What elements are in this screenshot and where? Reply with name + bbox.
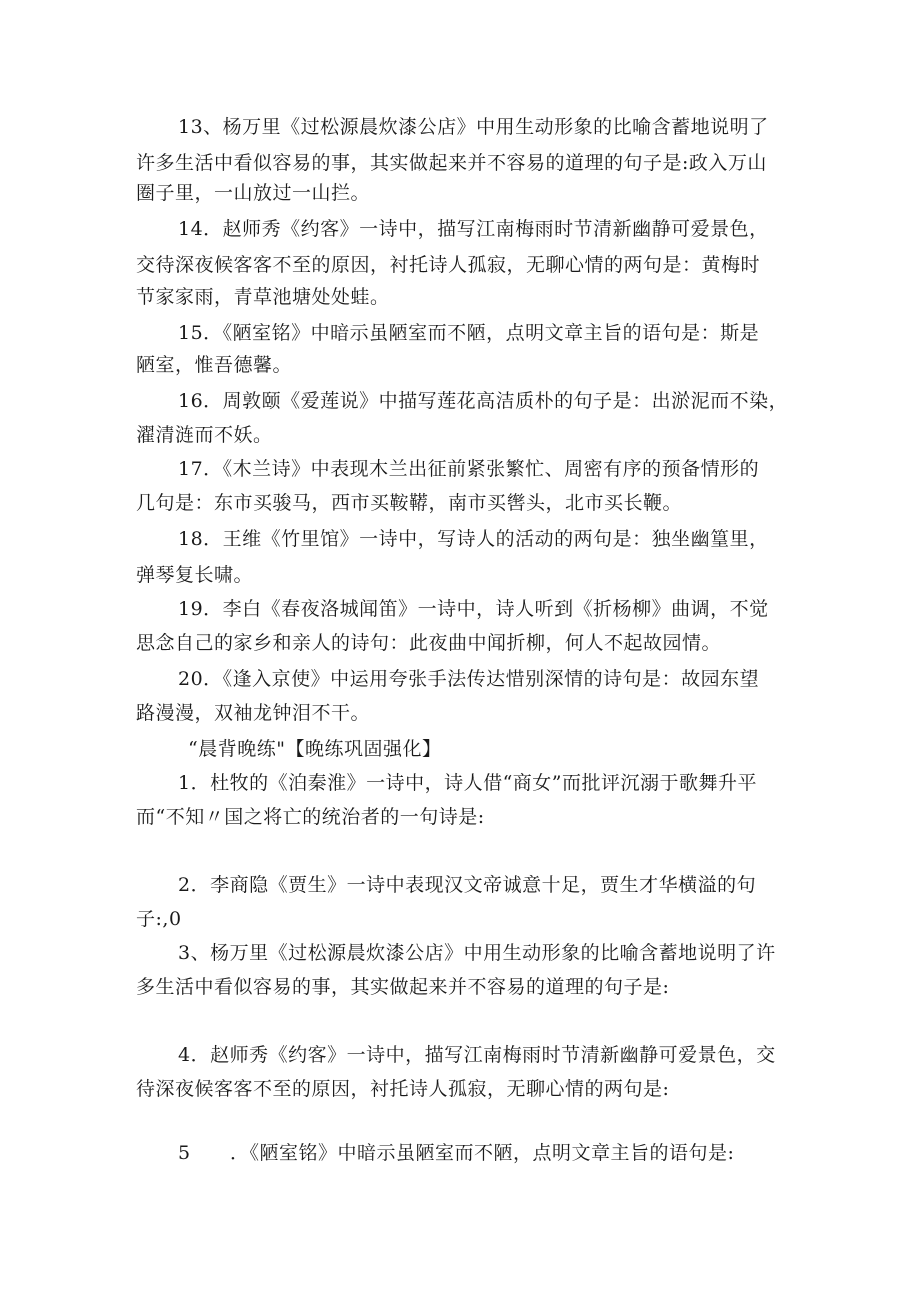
exercise-4-line-2: 待深夜候客客不至的原因，衬托诗人孤寂，无聊心情的两句是: [136, 1078, 670, 1100]
exercise-1-line-1: 1．杜牧的《泊秦淮》一诗中，诗人借“商女”而批评沉溺于歌舞升平 [178, 772, 758, 794]
item-15-line-2: 陋室，惟吾德馨。 [136, 354, 293, 376]
item-13-line-3: 圈子里，一山放过一山拦。 [136, 182, 371, 204]
exercise-5-line-1: ．《陋室铭》中暗示虽陋室而不陋，点明文章主旨的语句是: [230, 1142, 735, 1164]
item-19-line-1: 19．李白《春夜洛城闻笛》一诗中，诗人听到《折杨柳》曲调，不觉 [178, 598, 769, 620]
item-19-line-2: 思念自己的家乡和亲人的诗句：此夜曲中闻折柳，何人不起故园情。 [136, 632, 722, 654]
item-14-line-2: 交待深夜候客客不至的原因，衬托诗人孤寂，无聊心情的两句是：黄梅时 [136, 254, 761, 276]
exercise-3-line-1: 3、杨万里《过松源晨炊漆公店》中用生动形象的比喻含蓄地说明了许 [178, 942, 776, 964]
item-16-line-2: 濯清涟而不妖。 [136, 424, 273, 446]
exercise-2-line-1: 2．李商隐《贾生》一诗中表现汉文帝诚意十足，贾生才华横溢的句 [178, 874, 757, 896]
item-17-line-2: 几句是：东市买骏马，西市买鞍鞯，南市买辔头，北市买长鞭。 [136, 492, 683, 514]
item-20-line-2: 路漫漫，双袖龙钟泪不干。 [136, 702, 371, 724]
item-18-line-2: 弹琴复长啸。 [136, 564, 254, 586]
exercise-3-line-2: 多生活中看似容易的事，其实做起来并不容易的道理的句子是: [136, 976, 670, 998]
exercise-1-line-2: 而“不知〃国之将亡的统治者的一句诗是: [136, 806, 485, 828]
item-16-line-1: 16．周敦颐《爱莲说》中描写莲花高洁质朴的句子是：出淤泥而不染， [178, 390, 789, 412]
exercise-2-line-2: 子:,0 [136, 908, 182, 930]
item-17-line-1: 17．《木兰诗》中表现木兰出征前紧张繁忙、周密有序的预备情形的 [178, 458, 760, 480]
exercise-4-line-1: 4．赵师秀《约客》一诗中，描写江南梅雨时节清新幽静可爱景色，交 [178, 1044, 776, 1066]
section-heading: “晨背晚练"【晚练巩固强化】 [188, 738, 442, 760]
item-14-line-1: 14．赵师秀《约客》一诗中，描写江南梅雨时节清新幽静可爱景色， [178, 218, 769, 240]
item-18-line-1: 18．王维《竹里馆》一诗中，写诗人的活动的两句是：独坐幽篁里， [178, 528, 769, 550]
item-20-line-1: 20．《逢入京使》中运用夸张手法传达惜别深情的诗句是：故园东望 [178, 668, 760, 690]
item-14-line-3: 节家家雨，青草池塘处处蛙。 [136, 286, 390, 308]
item-13-line-2: 许多生活中看似容易的事，其实做起来并不容易的道理的句子是:政入万山 [136, 152, 767, 174]
item-13-line-1: 13、杨万里《过松源晨炊漆公店》中用生动形象的比喻含蓄地说明了 [178, 116, 769, 138]
exercise-5-number: 5 [178, 1142, 191, 1164]
item-15-line-1: 15．《陋室铭》中暗示虽陋室而不陋，点明文章主旨的语句是：斯是 [178, 322, 760, 344]
